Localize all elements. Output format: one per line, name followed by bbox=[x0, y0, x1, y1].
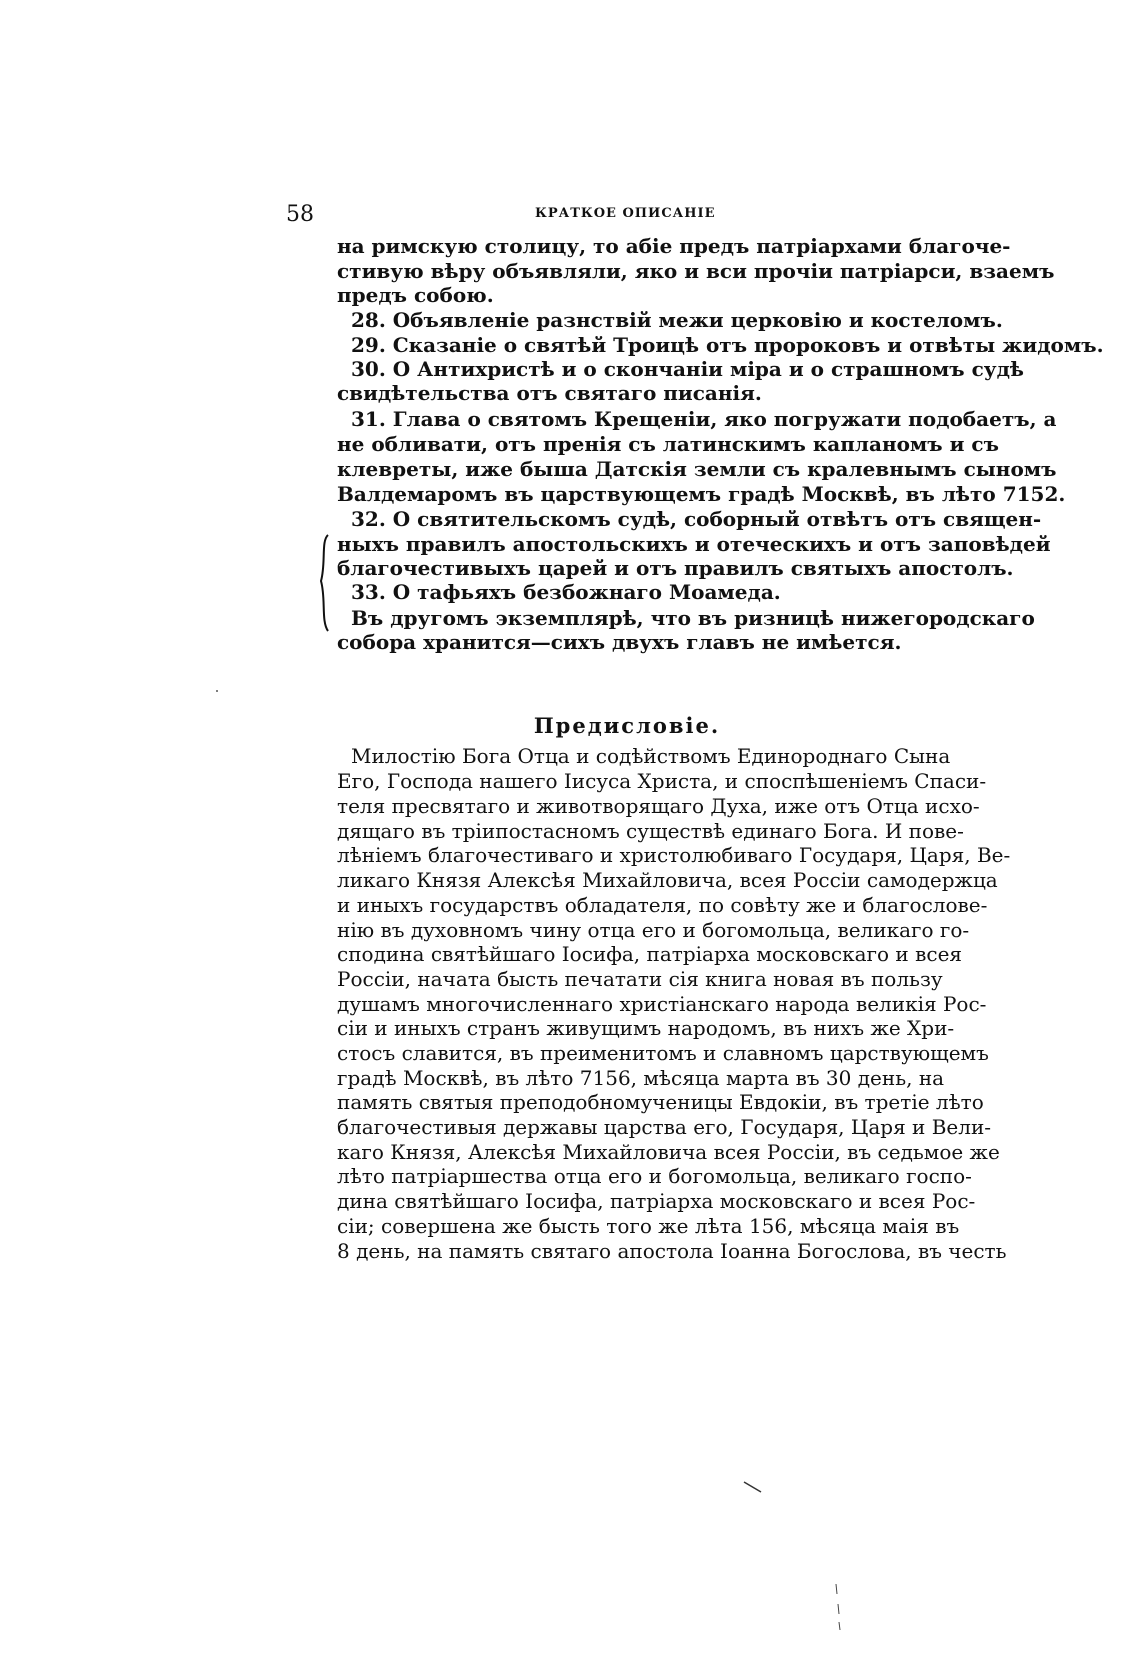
text-line: теля пресвятаго и животворящаго Духа, иже отъ Отца исхо- bbox=[337, 794, 980, 818]
text-line: 32. О святительскомъ судѣ, соборный отвѣтъ отъ священ- bbox=[351, 507, 1042, 531]
text-line: не обливати, отъ пренія съ латинскимъ капланомъ и съ bbox=[337, 432, 999, 456]
text-line: стосъ славится, въ преименитомъ и славномъ царствующемъ bbox=[337, 1041, 989, 1065]
text-line: память святыя преподобномученицы Евдокіи, въ третіе лѣто bbox=[337, 1090, 984, 1114]
text-line: душамъ многочисленнаго христіанскаго народа великія Рос- bbox=[337, 992, 987, 1016]
text-line: дящаго въ тріипостасномъ существѣ единаго Бога. И пове- bbox=[337, 819, 964, 843]
text-line: градѣ Москвѣ, въ лѣто 7156, мѣсяца марта въ 30 день, на bbox=[337, 1066, 945, 1090]
text-line: свидѣтельства отъ святаго писанія. bbox=[337, 381, 762, 405]
text-line: 31. Глава о святомъ Крещеніи, яко погружати подобаетъ, а bbox=[351, 407, 1057, 431]
text-line: нію въ духовномъ чину отца его и богомольца, великаго го- bbox=[337, 918, 970, 942]
text-line: и иныхъ государствъ обладателя, по совѣту же и благослове- bbox=[337, 893, 988, 917]
text-line: ликаго Князя Алексѣя Михайловича, всея Россіи самодержца bbox=[337, 868, 998, 892]
text-line: благочестивыя державы царства его, Государя, Царя и Вели- bbox=[337, 1115, 992, 1139]
text-line: Милостію Бога Отца и содѣйствомъ Единороднаго Сына bbox=[351, 744, 951, 768]
text-line: 28. Объявленіе разнствій межи церковію и костеломъ. bbox=[351, 308, 1003, 332]
running-title: КРАТКОЕ ОПИСАНІЕ bbox=[535, 206, 716, 221]
section-heading: Предисловіе. bbox=[533, 713, 721, 738]
text-line: сподина святѣйшаго Іосифа, патріарха московскаго и всея bbox=[337, 942, 963, 966]
text-line: собора хранится—сихъ двухъ главъ не имѣется. bbox=[337, 630, 902, 654]
text-line: дина святѣйшаго Іосифа, патріарха московскаго и всея Рос- bbox=[337, 1189, 976, 1213]
scan-speck bbox=[834, 1582, 842, 1632]
text-line: каго Князя, Алексѣя Михайловича всея Россіи, въ седьмое же bbox=[337, 1140, 1000, 1164]
text-line: 33. О тафьяхъ безбожнаго Моамеда. bbox=[351, 580, 781, 604]
text-line: благочестивыхъ царей и отъ правилъ святыхъ апостолъ. bbox=[337, 556, 1014, 580]
text-line: клевреты, иже быша Датскія земли съ кралевнымъ сыномъ bbox=[337, 457, 1057, 481]
scan-speck bbox=[743, 1480, 763, 1494]
text-line: сіи; совершена же бысть того же лѣта 156, мѣсяца маія въ bbox=[337, 1214, 960, 1238]
text-line: лѣніемъ благочестиваго и христолюбиваго Государя, Царя, Ве- bbox=[337, 843, 1011, 867]
text-line: 29. Сказаніе о святѣй Троицѣ отъ пророковъ и отвѣты жидомъ. bbox=[351, 333, 1104, 357]
text-line: ныхъ правилъ апостольскихъ и отеческихъ и отъ заповѣдей bbox=[337, 532, 1051, 556]
text-line: предъ собою. bbox=[337, 283, 494, 307]
scan-speck bbox=[214, 688, 220, 694]
margin-brace-mark bbox=[318, 533, 330, 633]
text-line: Его, Господа нашего Іисуса Христа, и споспѣшеніемъ Спаси- bbox=[337, 769, 987, 793]
text-line: Россіи, начата бысть печатати сія книга новая въ пользу bbox=[337, 967, 943, 991]
text-line: 30. О Антихристѣ и о скончаніи міра и о страшномъ судѣ bbox=[351, 357, 1024, 381]
text-line: на римскую столицу, то абіе предъ патріархами благоче- bbox=[337, 234, 1011, 258]
text-line: стивую вѣру объявляли, яко и вси прочіи патріарси, взаемъ bbox=[337, 259, 1055, 283]
text-line: лѣто патріаршества отца его и богомольца, великаго госпо- bbox=[337, 1164, 972, 1188]
page-number: 58 bbox=[286, 202, 314, 227]
text-line: сіи и иныхъ странъ живущимъ народомъ, въ нихъ же Хри- bbox=[337, 1016, 955, 1040]
text-line: 8 день, на память святаго апостола Іоанна Богослова, въ честь bbox=[337, 1239, 1007, 1263]
text-line: Въ другомъ экземплярѣ, что въ ризницѣ нижегородскаго bbox=[351, 606, 1035, 630]
text-line: Валдемаромъ въ царствующемъ градѣ Москвѣ, въ лѣто 7152. bbox=[337, 482, 1066, 506]
